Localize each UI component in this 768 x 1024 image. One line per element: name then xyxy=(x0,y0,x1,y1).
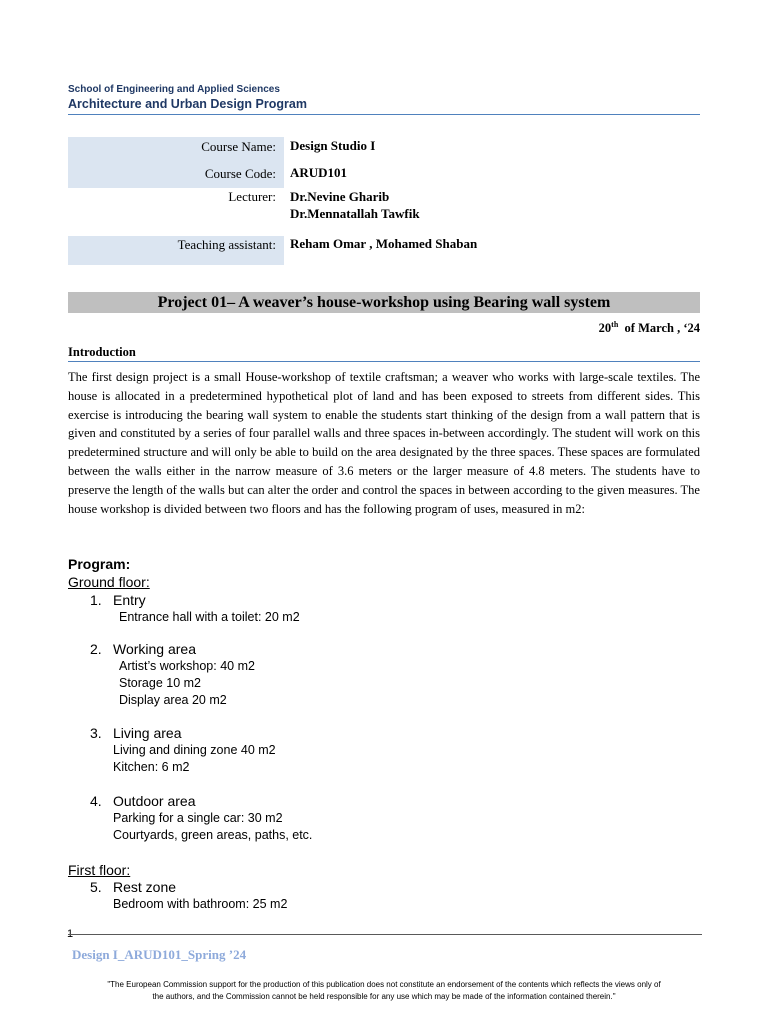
course-code-value: ARUD101 xyxy=(290,165,348,180)
item-detail: Kitchen: 6 m2 xyxy=(113,760,190,774)
item-title: Working area xyxy=(113,641,197,657)
item-detail: Living and dining zone 40 m2 xyxy=(113,743,276,757)
item-detail: Display area 20 m2 xyxy=(119,693,227,707)
course-code-label: Course Code: xyxy=(68,165,284,188)
date-rest: of March , ‘24 xyxy=(624,321,700,336)
ta-row xyxy=(68,236,700,265)
item-detail: Bedroom with bathroom: 25 m2 xyxy=(113,897,288,911)
item-detail: Parking for a single car: 30 m2 xyxy=(113,811,283,825)
date-suffix: th xyxy=(611,320,619,329)
item-title: Living area xyxy=(113,725,182,741)
lecturer-name: Dr.Mennatallah Tawfik xyxy=(290,206,420,221)
disclaimer xyxy=(70,979,698,1003)
ground-floor-heading: Ground floor: xyxy=(68,574,150,590)
introduction-heading: Introduction xyxy=(68,345,136,359)
lecturer-row xyxy=(68,188,700,224)
disclaimer-line: the authors, and the Commission cannot be held responsible for any use which may be made of the information contained therein." xyxy=(152,992,616,1001)
first-floor-heading: First floor: xyxy=(68,862,131,878)
item-number: 1. xyxy=(90,592,102,608)
school-name: School of Engineering and Applied Sciences xyxy=(68,84,280,95)
course-name-label: Course Name: xyxy=(68,137,284,165)
footer-divider xyxy=(68,934,702,935)
program-name: Architecture and Urban Design Program xyxy=(68,97,307,111)
introduction-divider xyxy=(68,361,700,362)
header-divider xyxy=(68,114,700,115)
item-detail: Courtyards, green areas, paths, etc. xyxy=(113,828,313,842)
project-title: Project 01– A weaver’s house-workshop using Bearing wall system xyxy=(68,292,700,313)
course-name-row xyxy=(68,137,700,165)
lecturer-list xyxy=(290,188,420,222)
course-name-value: Design Studio I xyxy=(290,138,376,153)
item-number: 2. xyxy=(90,641,102,657)
disclaimer-line: "The European Commission support for the production of this publication does not constitute an endorsement of the contents which reflects the views only of xyxy=(107,980,661,989)
footer-label: Design I_ARUD101_Spring ’24 xyxy=(72,947,247,962)
item-number: 5. xyxy=(90,879,102,895)
item-number: 3. xyxy=(90,725,102,741)
item-title: Rest zone xyxy=(113,879,177,895)
date-day: 20 xyxy=(598,321,612,336)
lecturer-name: Dr.Nevine Gharib xyxy=(290,189,390,204)
item-detail: Entrance hall with a toilet: 20 m2 xyxy=(119,610,300,624)
course-code-row xyxy=(68,165,700,188)
ta-label: Teaching assistant: xyxy=(68,236,284,265)
item-number: 4. xyxy=(90,793,102,809)
lecturer-label: Lecturer: xyxy=(228,189,276,204)
introduction-text: The first design project is a small House-workshop of textile craftsman; a weaver who works with large-scale textiles. The house is allocated in a predetermined hypothetical plot of land and has been exposed to streets from different sides. This exercise is introducing the bearing wall system to enable the students start thinking of the design from a wall pattern that is given and constituted by a series of four parallel walls and three spaces in-between accordingly. The student will work on this predetermined structure and will only be able to build on the area designated by the three spaces. These spaces are formulated between the walls either in the narrow measure of 3.6 meters or the larger measure of 4.8 meters. The students have to preserve the length of the walls but can alter the order and control the spaces in between according to the given measures. The house workshop is divided between two floors and has the following program of uses, measured in m2: xyxy=(68,370,700,516)
item-title: Outdoor area xyxy=(113,793,196,809)
item-detail: Artist’s workshop: 40 m2 xyxy=(119,659,255,673)
project-date xyxy=(599,320,700,336)
item-detail: Storage 10 m2 xyxy=(119,676,201,690)
ta-value: Reham Omar , Mohamed Shaban xyxy=(290,236,478,251)
item-title: Entry xyxy=(113,592,146,608)
program-heading: Program: xyxy=(68,556,131,572)
